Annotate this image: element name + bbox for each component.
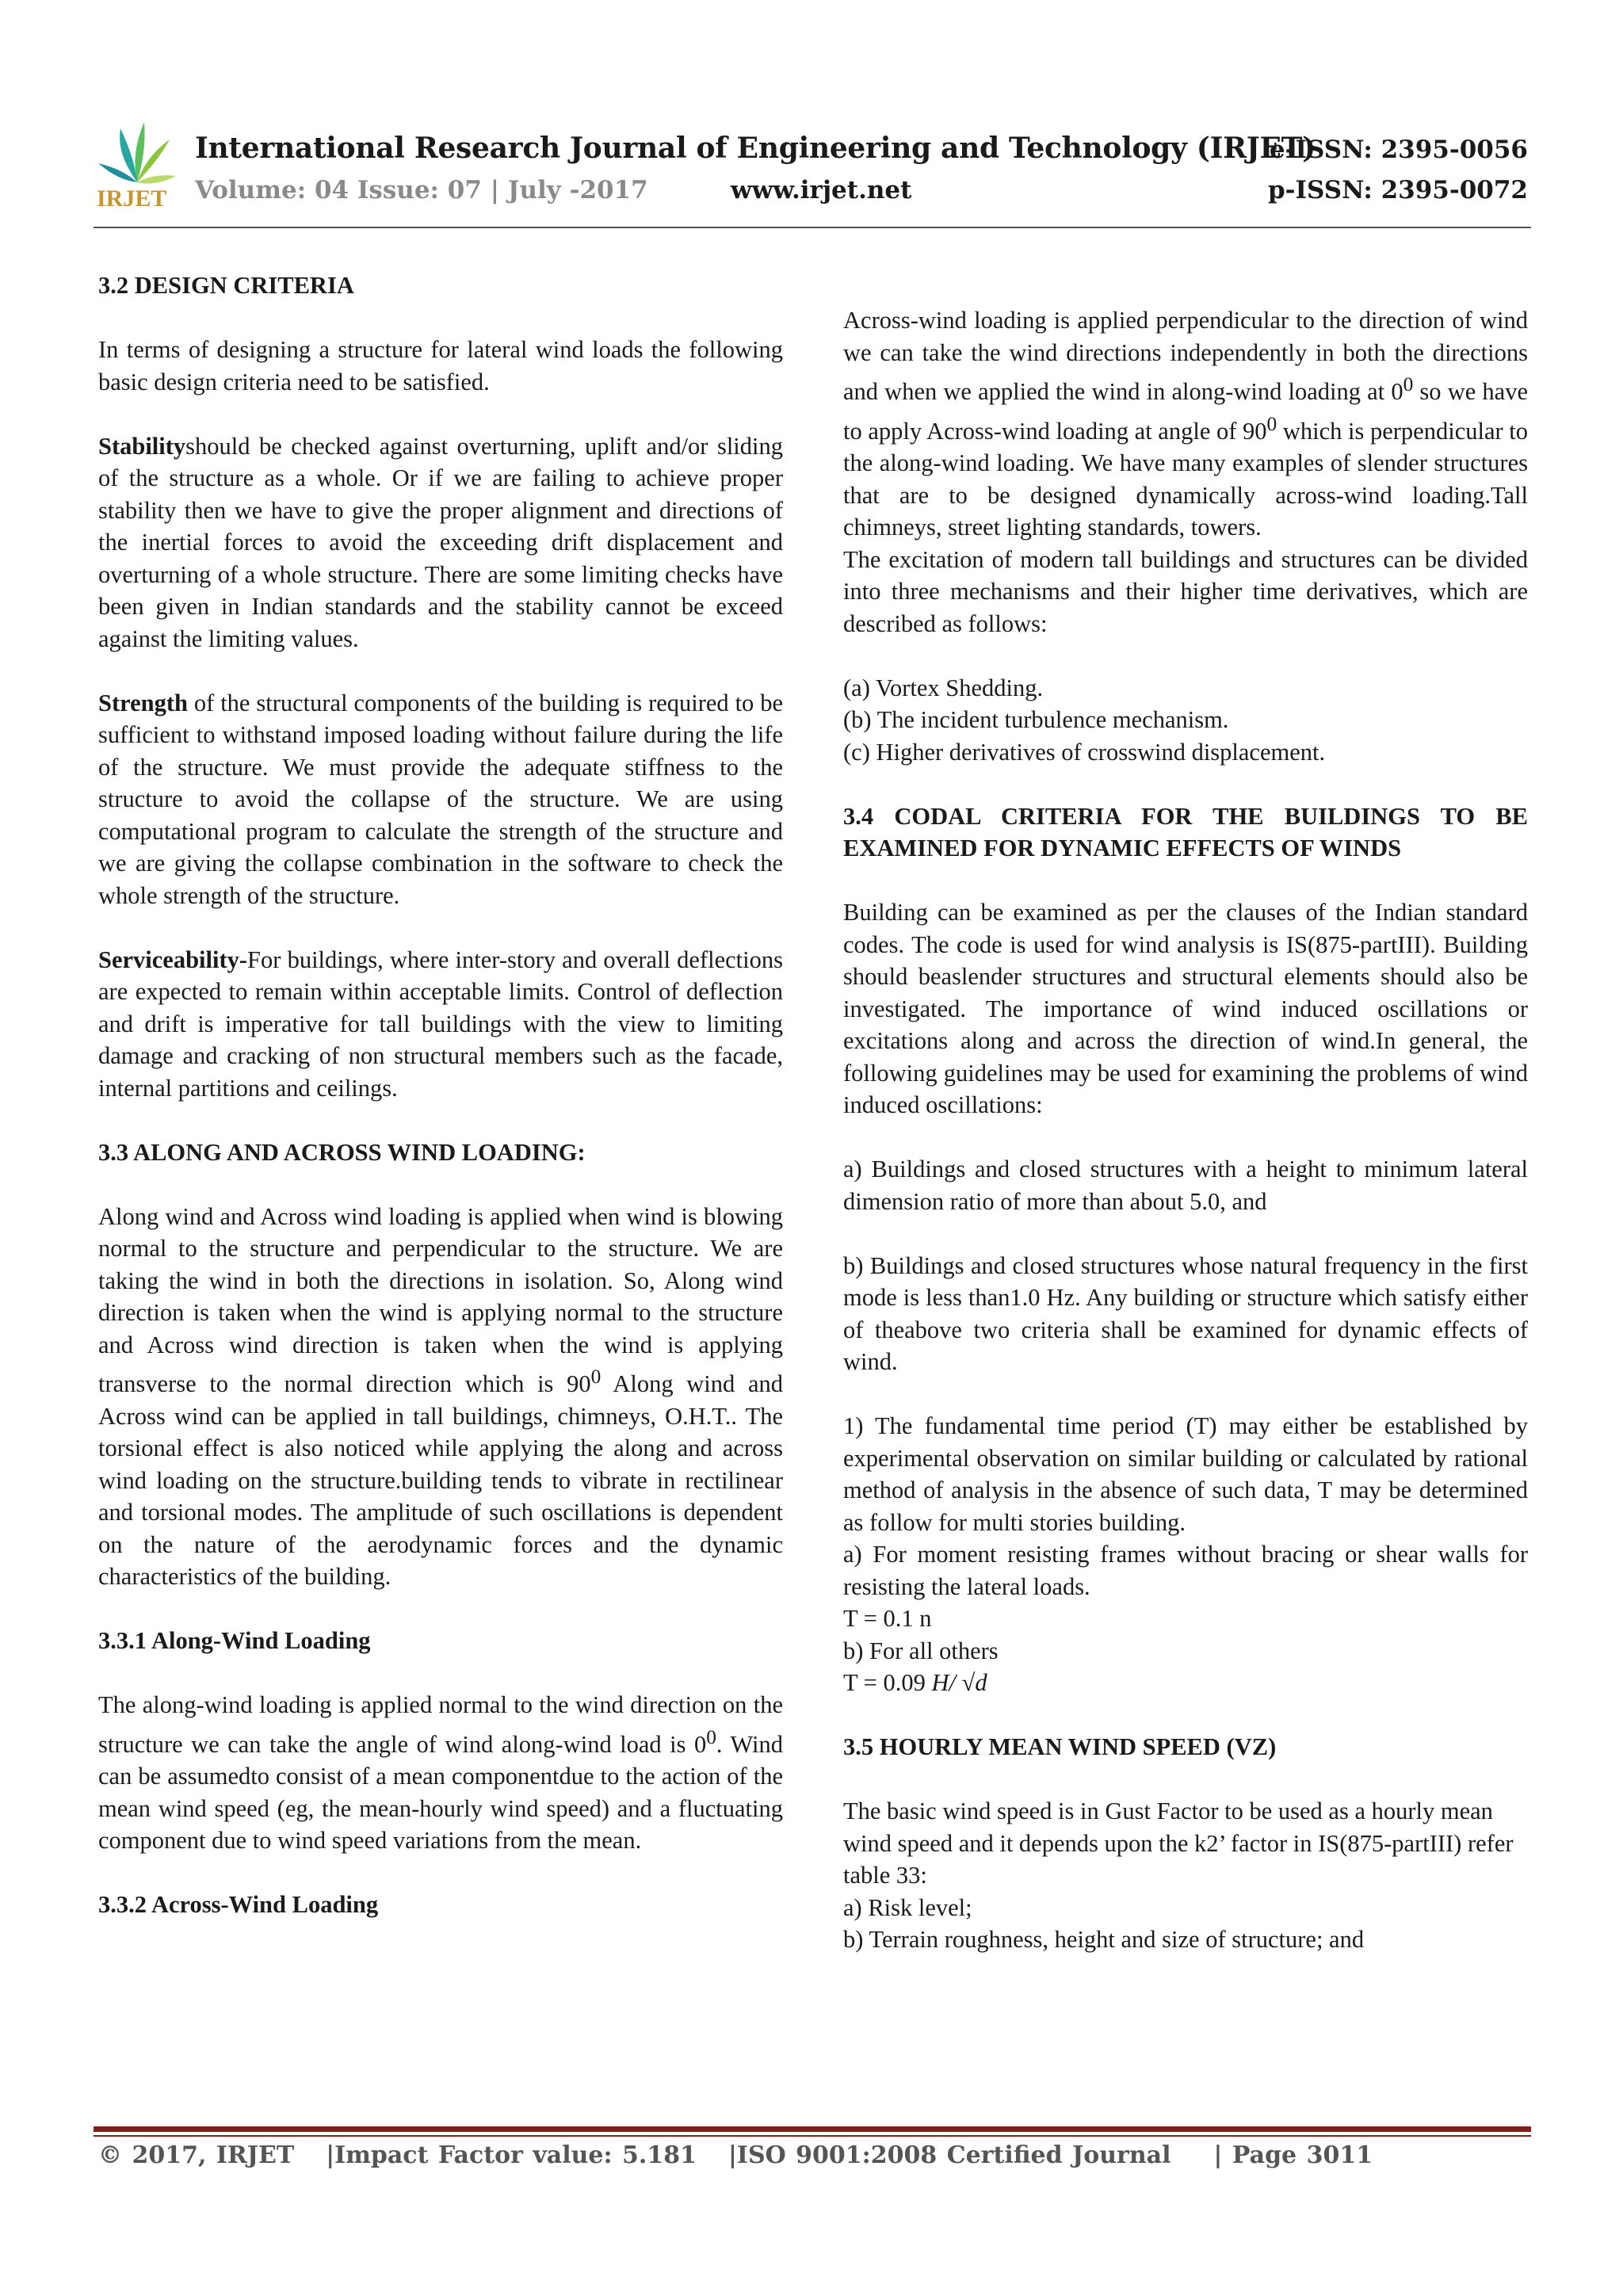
- across-text-a: Across-wind loading is applied perpendicular to the direction of wind we can take the wind directions independently in both the directions and when we applied the wind in along-wind loading at 0: [843, 307, 1528, 406]
- paragraph-design-intro: In terms of designing a structure for lateral wind loads the following basic design criteria need to be satisfied.: [98, 336, 783, 395]
- term-strength: Strength: [98, 689, 188, 716]
- degree-sup: 0: [1266, 412, 1277, 435]
- serviceability-text: For buildings, where inter-story and overall deflections are expected to remain within acceptable limits. Control of deflection and drift is imperative for tall buildings with the view to limiting damage and cracking of non structural members such as the facade, internal partitions and ceilings.: [98, 946, 783, 1102]
- paragraph-excitation: The excitation of modern tall buildings and structures can be divided into three mechanisms and their higher time derivatives, which are described as follows:: [843, 545, 1528, 637]
- across-text-b: so we have to apply Across-wind loading at angle of 90: [843, 378, 1528, 445]
- section-heading-3-5: 3.5 HOURLY MEAN WIND SPEED (VZ): [843, 1733, 1277, 1761]
- along-across-text-a: Along wind and Across wind loading is applied when wind is blowing normal to the structure and perpendicular to the structure. We are taking the wind in both the directions in isolation. So, Along wind direction is taken when the wind is applying normal to the structure and Across wind direction is taken when the wind is applying transverse to the normal direction which is 90: [98, 1202, 783, 1398]
- paragraph-across-wind: [843, 304, 1528, 544]
- footer-separator: |: [326, 2141, 335, 2169]
- equation-1: T = 0.1 n: [843, 1605, 932, 1633]
- paragraph-stability: [98, 430, 783, 655]
- footer-divider-thin: [94, 2135, 1531, 2137]
- equation-2: [843, 1667, 1528, 1699]
- paragraph-serviceability: [98, 944, 783, 1105]
- footer-impact-factor: Impact Factor value: 5.181: [334, 2141, 697, 2169]
- eissn: e-ISSN: 2395-0056: [1269, 136, 1528, 164]
- paragraph-along-wind: [98, 1689, 783, 1857]
- stability-text: should be checked against overturning, uplift and/or sliding of the structure as a whole. Or if we are failing to achieve proper stability then we have to give the proper alignment and directions of the inertial forces to avoid the exceeding drift displacement and overturning of a whole structure. There are some limiting checks have been given in Indian standards and the stability cannot be exceed against the limiting values.: [98, 432, 783, 652]
- right-column: [843, 304, 1528, 1956]
- degree-sup: 0: [590, 1366, 601, 1388]
- section-heading-3-2: 3.2 DESIGN CRITERIA: [98, 272, 354, 299]
- term-stability: Stability: [98, 432, 186, 460]
- footer-iso: ISO 9001:2008 Certified Journal: [736, 2141, 1171, 2169]
- footer: [98, 2141, 1373, 2169]
- equation-2-math: H/ √d: [931, 1669, 987, 1697]
- paragraph-strength: [98, 687, 783, 912]
- mechanism-c: (c) Higher derivatives of crosswind displacement.: [843, 738, 1326, 766]
- website-link[interactable]: www.irjet.net: [731, 176, 912, 204]
- degree-sup: 0: [1403, 373, 1414, 395]
- factor-risk: a) Risk level;: [843, 1893, 972, 1921]
- svg-text:IRJET: IRJET: [97, 185, 167, 211]
- paragraph-along-across: [98, 1201, 783, 1593]
- volume-info: Volume: 04 Issue: 07 | July -2017: [195, 176, 648, 204]
- along-wind-text-a: The along-wind loading is applied normal to the wind direction on the structure we can take the angle of wind along-wind load is 0: [98, 1691, 783, 1758]
- criterion-a: a) Buildings and closed structures with a height to minimum lateral dimension ratio of more than about 5.0, and: [843, 1156, 1528, 1215]
- strength-text: of the structural components of the building is required to be sufficient to withstand imposed loading without failure during the life of the structure. We must provide the adequate stiffness to the structure to avoid the collapse of the structure. We are using computational program to calculate the strength of the structure and we are giving the collapse combination in the software to check the whole strength of the structure.: [98, 689, 783, 909]
- period-case-a: a) For moment resisting frames without bracing or shear walls for resisting the lateral loads.: [843, 1541, 1528, 1600]
- section-heading-3-4: 3.4 CODAL CRITERIA FOR THE BUILDINGS TO BE EXAMINED FOR DYNAMIC EFFECTS OF WINDS: [843, 802, 1528, 862]
- paragraph-time-period: 1) The fundamental time period (T) may either be established by experimental observation on similar building or calculated by rational method of analysis in the absence of such data, T may be determined as follow for multi stories building.: [843, 1412, 1528, 1536]
- term-serviceability: Serviceability-: [98, 946, 248, 973]
- footer-page-number: | Page 3011: [1213, 2141, 1373, 2169]
- journal-title: International Research Journal of Engineering and Technology (IRJET): [195, 132, 1316, 165]
- pissn: p-ISSN: 2395-0072: [1267, 176, 1528, 204]
- header-divider: [94, 227, 1531, 228]
- along-wind-text-b: . Wind can be assumedto consist of a mean componentdue to the action of the mean wind speed (eg, the mean-hourly wind speed) and a fluctuating component due to wind speed variations from the mean.: [98, 1730, 783, 1855]
- section-heading-3-3-1: 3.3.1 Along-Wind Loading: [98, 1627, 371, 1655]
- factor-terrain: b) Terrain roughness, height and size of structure; and: [843, 1926, 1365, 1954]
- section-heading-3-3: 3.3 ALONG AND ACROSS WIND LOADING:: [98, 1138, 586, 1166]
- mechanism-b: (b) The incident turbulence mechanism.: [843, 706, 1229, 734]
- left-column: [98, 269, 783, 1921]
- degree-sup: 0: [706, 1725, 716, 1748]
- along-across-text-b: Along wind and Across wind can be applied in tall buildings, chimneys, O.H.T.. The torsional effect is also noticed while applying the along and across wind loading on the structure.building tends to vibrate in rectilinear and torsional modes. The amplitude of such oscillations is dependent on the nature of the aerodynamic forces and the dynamic characteristics of the building.: [98, 1370, 783, 1591]
- criterion-b: b) Buildings and closed structures whose natural frequency in the first mode is less than1.0 Hz. Any building or structure which satisfy either of theabove two criteria shall be examined for dynamic effects of wind.: [843, 1251, 1528, 1376]
- across-text-c: which is perpendicular to the along-wind loading. We have many examples of slender structures that are to be designed dynamically across-wind loading.Tall chimneys, street lighting standards, towers.: [843, 417, 1528, 541]
- equation-2-prefix: T = 0.09: [843, 1669, 932, 1697]
- footer-divider: [94, 2126, 1531, 2132]
- footer-copyright: © 2017, IRJET: [98, 2141, 295, 2169]
- period-case-b: b) For all others: [843, 1637, 999, 1664]
- section-heading-3-3-2: 3.3.2 Across-Wind Loading: [98, 1891, 379, 1919]
- paragraph-hourly-mean: The basic wind speed is in Gust Factor to be used as a hourly mean wind speed and it depends upon the k2’ factor in IS(875-partIII) refer table 33:: [843, 1797, 1514, 1889]
- footer-separator: |: [727, 2141, 737, 2169]
- mechanism-a: (a) Vortex Shedding.: [843, 674, 1044, 701]
- paragraph-codal: Building can be examined as per the clauses of the Indian standard codes. The code is used for wind analysis is IS(875-partIII). Building should beaslender structures and structural elements should also be investigated. The importance of wind induced oscillations or excitations along and across the direction of wind.In general, the following guidelines may be used for examining the problems of wind induced oscillations:: [843, 899, 1528, 1119]
- irjet-logo: [94, 117, 181, 211]
